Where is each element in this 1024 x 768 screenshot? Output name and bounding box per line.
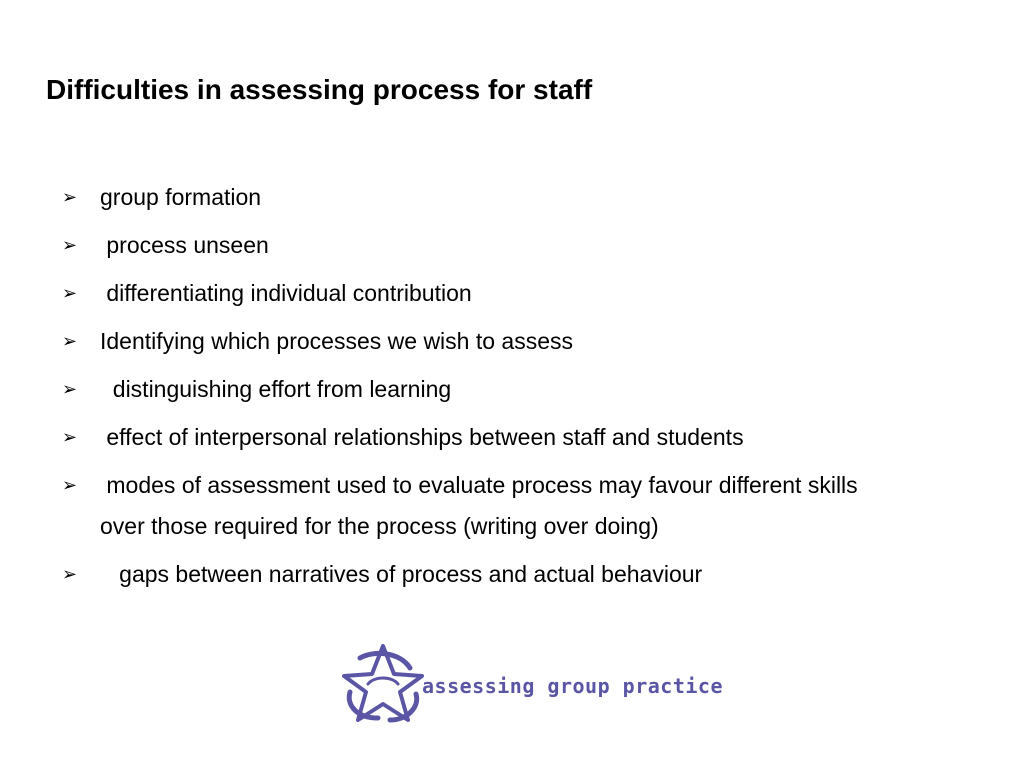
- slide-title: Difficulties in assessing process for staff: [46, 74, 593, 105]
- star-swirl-logo-icon: [338, 640, 428, 726]
- bullet-text: modes of assessment used to evaluate process may favour different skills over those required for the process (writing over doing): [100, 472, 865, 539]
- bullet-item: [62, 465, 942, 547]
- bullet-item: [62, 225, 942, 266]
- bullet-text: process unseen: [100, 232, 269, 258]
- bullet-text: gaps between narratives of process and actual behaviour: [100, 561, 703, 587]
- bullet-text: group formation: [100, 184, 262, 210]
- bullet-item: [62, 417, 942, 458]
- bullet-text: distinguishing effort from learning: [100, 376, 452, 402]
- bullet-item: [62, 177, 942, 218]
- bullet-text: effect of interpersonal relationships between staff and students: [100, 424, 744, 450]
- logo-text: assessing group practice: [422, 674, 723, 698]
- bullet-text: differentiating individual contribution: [100, 280, 472, 306]
- arrow-bullet-icon: ➢: [62, 379, 78, 400]
- bullet-list: [62, 177, 942, 602]
- arrow-bullet-icon: ➢: [62, 475, 78, 496]
- arrow-bullet-icon: ➢: [62, 427, 78, 448]
- arrow-bullet-icon: ➢: [62, 187, 78, 208]
- assessing-group-practice-logo: [338, 640, 723, 726]
- arrow-bullet-icon: ➢: [62, 564, 78, 585]
- arrow-bullet-icon: ➢: [62, 283, 78, 304]
- arrow-bullet-icon: ➢: [62, 235, 78, 256]
- bullet-item: [62, 554, 942, 595]
- bullet-item: [62, 321, 942, 362]
- bullet-item: [62, 273, 942, 314]
- bullet-text: Identifying which processes we wish to assess: [100, 328, 573, 354]
- bullet-item: [62, 369, 942, 410]
- arrow-bullet-icon: ➢: [62, 331, 78, 352]
